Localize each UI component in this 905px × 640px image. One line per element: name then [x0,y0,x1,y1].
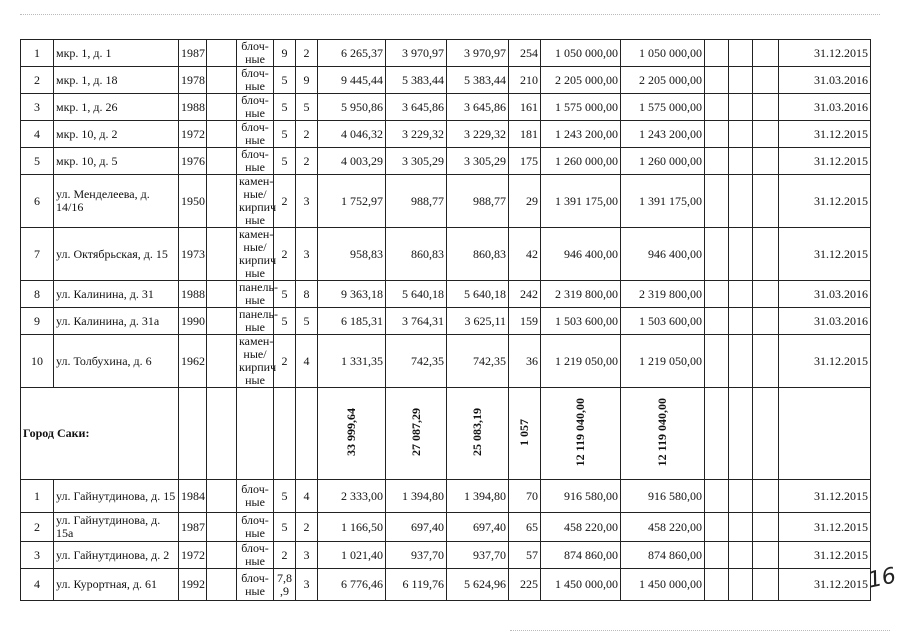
empty-cell [705,228,729,281]
cost-cell: 2 319 800,00 [541,281,621,308]
empty-cell [753,94,779,121]
entrances-cell: 8 [296,281,318,308]
total-area-cell: 1 331,35 [318,335,386,388]
wall-material-cell: панель- ные [237,308,274,335]
living-area-cell: 3 305,29 [386,148,447,175]
handwritten-page-number: 16 [865,563,899,594]
scan-bottom-artifact [510,630,890,633]
residents-cell: 42 [509,228,541,281]
year-cell: 1988 [179,94,207,121]
row-number: 2 [21,513,54,542]
empty-cell [729,94,753,121]
address-cell: мкр. 10, д. 5 [54,148,179,175]
living-area-cell: 5 640,18 [386,281,447,308]
residential-area-cell: 3 229,32 [447,121,509,148]
table-row [21,569,871,601]
floors-cell: 5 [274,513,296,542]
year-cell: 1962 [179,335,207,388]
address-cell: ул. Октябрьская, д. 15 [54,228,179,281]
empty-cell [753,542,779,569]
cost-total-cell: 1 219 050,00 [621,335,705,388]
empty-cell [207,121,237,148]
table-body [21,40,871,601]
empty-cell [705,94,729,121]
wall-material-cell: камен- ные/ кирпич ные [237,335,274,388]
floors-cell: 5 [274,121,296,148]
residential-area-cell: 5 640,18 [447,281,509,308]
floors-cell: 7,8 ,9 [274,569,296,601]
wall-material-cell: блоч- ные [237,148,274,175]
empty-cell [705,67,729,94]
empty-cell [753,335,779,388]
entrances-cell: 2 [296,121,318,148]
empty-cell [705,40,729,67]
row-number: 4 [21,121,54,148]
empty-cell [705,281,729,308]
empty-cell [207,148,237,175]
living-area-cell: 937,70 [386,542,447,569]
year-cell: 1972 [179,121,207,148]
wall-material-cell: блоч- ные [237,40,274,67]
floors-cell: 2 [274,542,296,569]
cost-sum-cell [541,388,621,480]
cost-total-cell: 1 243 200,00 [621,121,705,148]
residential-area-cell: 988,77 [447,175,509,228]
cost-total-sum: 12 119 040,00 [655,397,669,467]
empty-cell [753,480,779,513]
row-number: 2 [21,67,54,94]
wall-material-cell: панель- ные [237,281,274,308]
year-cell: 1992 [179,569,207,601]
empty-cell [705,388,729,480]
floors-cell: 5 [274,308,296,335]
empty-cell [753,569,779,601]
wall-material-cell: блоч- ные [237,569,274,601]
living-area-cell: 3 229,32 [386,121,447,148]
empty-cell [753,175,779,228]
city-name: Город Саки: [21,388,179,480]
empty-cell [705,569,729,601]
total-area-cell: 6 776,46 [318,569,386,601]
total-area-cell: 1 166,50 [318,513,386,542]
cost-cell: 458 220,00 [541,513,621,542]
year-cell: 1984 [179,480,207,513]
year-cell: 1973 [179,228,207,281]
residential-area-cell: 3 970,97 [447,40,509,67]
row-number: 10 [21,335,54,388]
cost-cell: 1 219 050,00 [541,335,621,388]
living-area-cell: 3 970,97 [386,40,447,67]
living-area-cell: 860,83 [386,228,447,281]
deadline-cell: 31.12.2015 [779,480,871,513]
residential-area-cell: 742,35 [447,335,509,388]
row-number: 3 [21,542,54,569]
empty-cell [207,513,237,542]
year-cell: 1990 [179,308,207,335]
empty-cell [207,175,237,228]
wall-material-cell: блоч- ные [237,121,274,148]
cost-total-sum-cell [621,388,705,480]
empty-cell [753,228,779,281]
empty-cell [753,308,779,335]
residential-area-cell: 937,70 [447,542,509,569]
empty-cell [705,513,729,542]
empty-cell [207,228,237,281]
cost-total-cell: 1 391 175,00 [621,175,705,228]
empty-cell [207,480,237,513]
empty-cell [237,388,274,480]
row-number: 5 [21,148,54,175]
empty-cell [729,513,753,542]
floors-cell: 9 [274,40,296,67]
residents-cell: 242 [509,281,541,308]
wall-material-cell: блоч- ные [237,67,274,94]
cost-total-cell: 1 503 600,00 [621,308,705,335]
empty-cell [753,281,779,308]
total-area-cell: 958,83 [318,228,386,281]
row-number: 6 [21,175,54,228]
empty-cell [753,388,779,480]
deadline-cell: 31.12.2015 [779,175,871,228]
total-area-cell: 5 950,86 [318,94,386,121]
empty-cell [705,335,729,388]
empty-cell [753,148,779,175]
entrances-cell: 3 [296,175,318,228]
deadline-cell: 31.12.2015 [779,40,871,67]
floors-cell: 5 [274,94,296,121]
empty-cell [705,148,729,175]
floors-cell: 5 [274,67,296,94]
cost-total-cell: 2 319 800,00 [621,281,705,308]
row-number: 3 [21,94,54,121]
address-cell: ул. Гайнутдинова, д. 15 [54,480,179,513]
table-row [21,40,871,67]
residents-cell: 210 [509,67,541,94]
empty-cell [729,148,753,175]
living-area-cell: 5 383,44 [386,67,447,94]
living-area-cell: 742,35 [386,335,447,388]
empty-cell [779,388,871,480]
residential-area-cell: 5 624,96 [447,569,509,601]
address-cell: ул. Калинина, д. 31а [54,308,179,335]
address-cell: ул. Калинина, д. 31 [54,281,179,308]
floors-cell: 5 [274,281,296,308]
empty-cell [729,281,753,308]
residents-cell: 159 [509,308,541,335]
empty-cell [207,542,237,569]
empty-cell [207,94,237,121]
living-area-cell: 6 119,76 [386,569,447,601]
residential-area-cell: 3 305,29 [447,148,509,175]
entrances-cell: 4 [296,335,318,388]
empty-cell [207,40,237,67]
residential-area-sum: 25 083,19 [470,408,484,456]
cost-cell: 1 575 000,00 [541,94,621,121]
floors-cell: 5 [274,148,296,175]
cost-cell: 1 260 000,00 [541,148,621,175]
cost-cell: 2 205 000,00 [541,67,621,94]
year-cell: 1976 [179,148,207,175]
empty-cell [207,569,237,601]
row-number: 7 [21,228,54,281]
table-row [21,67,871,94]
cost-total-cell: 1 260 000,00 [621,148,705,175]
table-row [21,281,871,308]
cost-total-cell: 1 050 000,00 [621,40,705,67]
empty-cell [729,67,753,94]
total-area-sum: 33 999,64 [344,408,358,456]
deadline-cell: 31.12.2015 [779,121,871,148]
empty-cell [705,542,729,569]
table-row [21,175,871,228]
residents-cell: 65 [509,513,541,542]
entrances-cell: 2 [296,40,318,67]
cost-cell: 1 450 000,00 [541,569,621,601]
total-area-cell: 4 003,29 [318,148,386,175]
living-area-cell: 697,40 [386,513,447,542]
entrances-cell: 2 [296,513,318,542]
floors-cell: 2 [274,335,296,388]
table-row [21,148,871,175]
floors-cell: 2 [274,228,296,281]
cost-cell: 1 050 000,00 [541,40,621,67]
total-area-cell: 2 333,00 [318,480,386,513]
residential-area-sum-cell [447,388,509,480]
cost-total-cell: 874 860,00 [621,542,705,569]
empty-cell [753,513,779,542]
residents-sum-cell [509,388,541,480]
entrances-cell: 2 [296,148,318,175]
cost-sum: 12 119 040,00 [573,397,587,467]
cost-total-cell: 1 450 000,00 [621,569,705,601]
entrances-cell: 4 [296,480,318,513]
residents-cell: 175 [509,148,541,175]
address-cell: ул. Гайнутдинова, д. 2 [54,542,179,569]
address-cell: мкр. 1, д. 1 [54,40,179,67]
wall-material-cell: блоч- ные [237,94,274,121]
residential-area-cell: 3 645,86 [447,94,509,121]
cost-cell: 1 503 600,00 [541,308,621,335]
floors-cell: 2 [274,175,296,228]
residents-cell: 36 [509,335,541,388]
empty-cell [705,121,729,148]
living-area-cell: 1 394,80 [386,480,447,513]
address-cell: мкр. 1, д. 26 [54,94,179,121]
living-area-sum-cell [386,388,447,480]
total-area-sum-cell [318,388,386,480]
year-cell: 1987 [179,513,207,542]
year-cell: 1988 [179,281,207,308]
residents-cell: 254 [509,40,541,67]
cost-total-cell: 1 575 000,00 [621,94,705,121]
empty-cell [753,67,779,94]
cost-cell: 1 243 200,00 [541,121,621,148]
table-row [21,228,871,281]
empty-cell [274,388,296,480]
total-area-cell: 6 265,37 [318,40,386,67]
living-area-cell: 3 645,86 [386,94,447,121]
empty-cell [753,121,779,148]
deadline-cell: 31.12.2015 [779,228,871,281]
deadline-cell: 31.12.2015 [779,569,871,601]
empty-cell [207,281,237,308]
residents-cell: 57 [509,542,541,569]
wall-material-cell: блоч- ные [237,542,274,569]
year-cell: 1972 [179,542,207,569]
wall-material-cell: блоч- ные [237,480,274,513]
total-area-cell: 1 021,40 [318,542,386,569]
empty-cell [207,335,237,388]
housing-repair-register-table [20,39,871,601]
row-number: 4 [21,569,54,601]
wall-material-cell: камен- ные/ кирпич ные [237,228,274,281]
residential-area-cell: 1 394,80 [447,480,509,513]
total-area-cell: 9 363,18 [318,281,386,308]
table-row [21,480,871,513]
entrances-cell: 5 [296,94,318,121]
entrances-cell: 3 [296,542,318,569]
year-cell: 1950 [179,175,207,228]
cost-total-cell: 458 220,00 [621,513,705,542]
address-cell: ул. Толбухина, д. 6 [54,335,179,388]
empty-cell [207,388,237,480]
table-row [21,94,871,121]
floors-cell: 5 [274,480,296,513]
total-area-cell: 4 046,32 [318,121,386,148]
address-cell: ул. Менделеева, д. 14/16 [54,175,179,228]
empty-cell [729,175,753,228]
total-area-cell: 6 185,31 [318,308,386,335]
entrances-cell: 3 [296,228,318,281]
address-cell: мкр. 10, д. 2 [54,121,179,148]
deadline-cell: 31.12.2015 [779,542,871,569]
residents-sum: 1 057 [517,418,531,446]
scan-top-artifact [20,6,880,15]
empty-cell [705,308,729,335]
residential-area-cell: 3 625,11 [447,308,509,335]
living-area-sum: 27 087,29 [408,408,423,456]
table-row [21,121,871,148]
deadline-cell: 31.12.2015 [779,148,871,175]
cost-total-cell: 946 400,00 [621,228,705,281]
deadline-cell: 31.03.2016 [779,308,871,335]
entrances-cell: 9 [296,67,318,94]
table-row [21,308,871,335]
empty-cell [705,480,729,513]
entrances-cell: 5 [296,308,318,335]
empty-cell [207,308,237,335]
empty-cell [729,228,753,281]
year-cell: 1987 [179,40,207,67]
living-area-cell: 988,77 [386,175,447,228]
empty-cell [705,175,729,228]
empty-cell [729,335,753,388]
address-cell: мкр. 1, д. 18 [54,67,179,94]
residents-cell: 70 [509,480,541,513]
row-number: 8 [21,281,54,308]
city-summary-row [21,388,871,480]
empty-cell [729,388,753,480]
table-row [21,513,871,542]
total-area-cell: 1 752,97 [318,175,386,228]
row-number: 1 [21,40,54,67]
empty-cell [729,121,753,148]
empty-cell [729,542,753,569]
entrances-cell: 3 [296,569,318,601]
living-area-cell: 3 764,31 [386,308,447,335]
table-row [21,335,871,388]
empty-cell [296,388,318,480]
table-row [21,542,871,569]
year-cell: 1978 [179,67,207,94]
empty-cell [753,40,779,67]
deadline-cell: 31.03.2016 [779,94,871,121]
wall-material-cell: блоч- ные [237,513,274,542]
empty-cell [729,308,753,335]
empty-cell [729,480,753,513]
residents-cell: 225 [509,569,541,601]
residential-area-cell: 860,83 [447,228,509,281]
empty-cell [207,67,237,94]
total-area-cell: 9 445,44 [318,67,386,94]
empty-cell [179,388,207,480]
row-number: 9 [21,308,54,335]
empty-cell [729,569,753,601]
residential-area-cell: 697,40 [447,513,509,542]
cost-total-cell: 916 580,00 [621,480,705,513]
deadline-cell: 31.03.2016 [779,281,871,308]
residential-area-cell: 5 383,44 [447,67,509,94]
cost-cell: 916 580,00 [541,480,621,513]
residents-cell: 161 [509,94,541,121]
address-cell: ул. Гайнутдинова, д. 15а [54,513,179,542]
address-cell: ул. Курортная, д. 61 [54,569,179,601]
deadline-cell: 31.03.2016 [779,67,871,94]
residents-cell: 29 [509,175,541,228]
cost-cell: 946 400,00 [541,228,621,281]
cost-cell: 1 391 175,00 [541,175,621,228]
row-number: 1 [21,480,54,513]
cost-total-cell: 2 205 000,00 [621,67,705,94]
residents-cell: 181 [509,121,541,148]
cost-cell: 874 860,00 [541,542,621,569]
deadline-cell: 31.12.2015 [779,513,871,542]
empty-cell [729,40,753,67]
wall-material-cell: камен- ные/ кирпич ные [237,175,274,228]
deadline-cell: 31.12.2015 [779,335,871,388]
